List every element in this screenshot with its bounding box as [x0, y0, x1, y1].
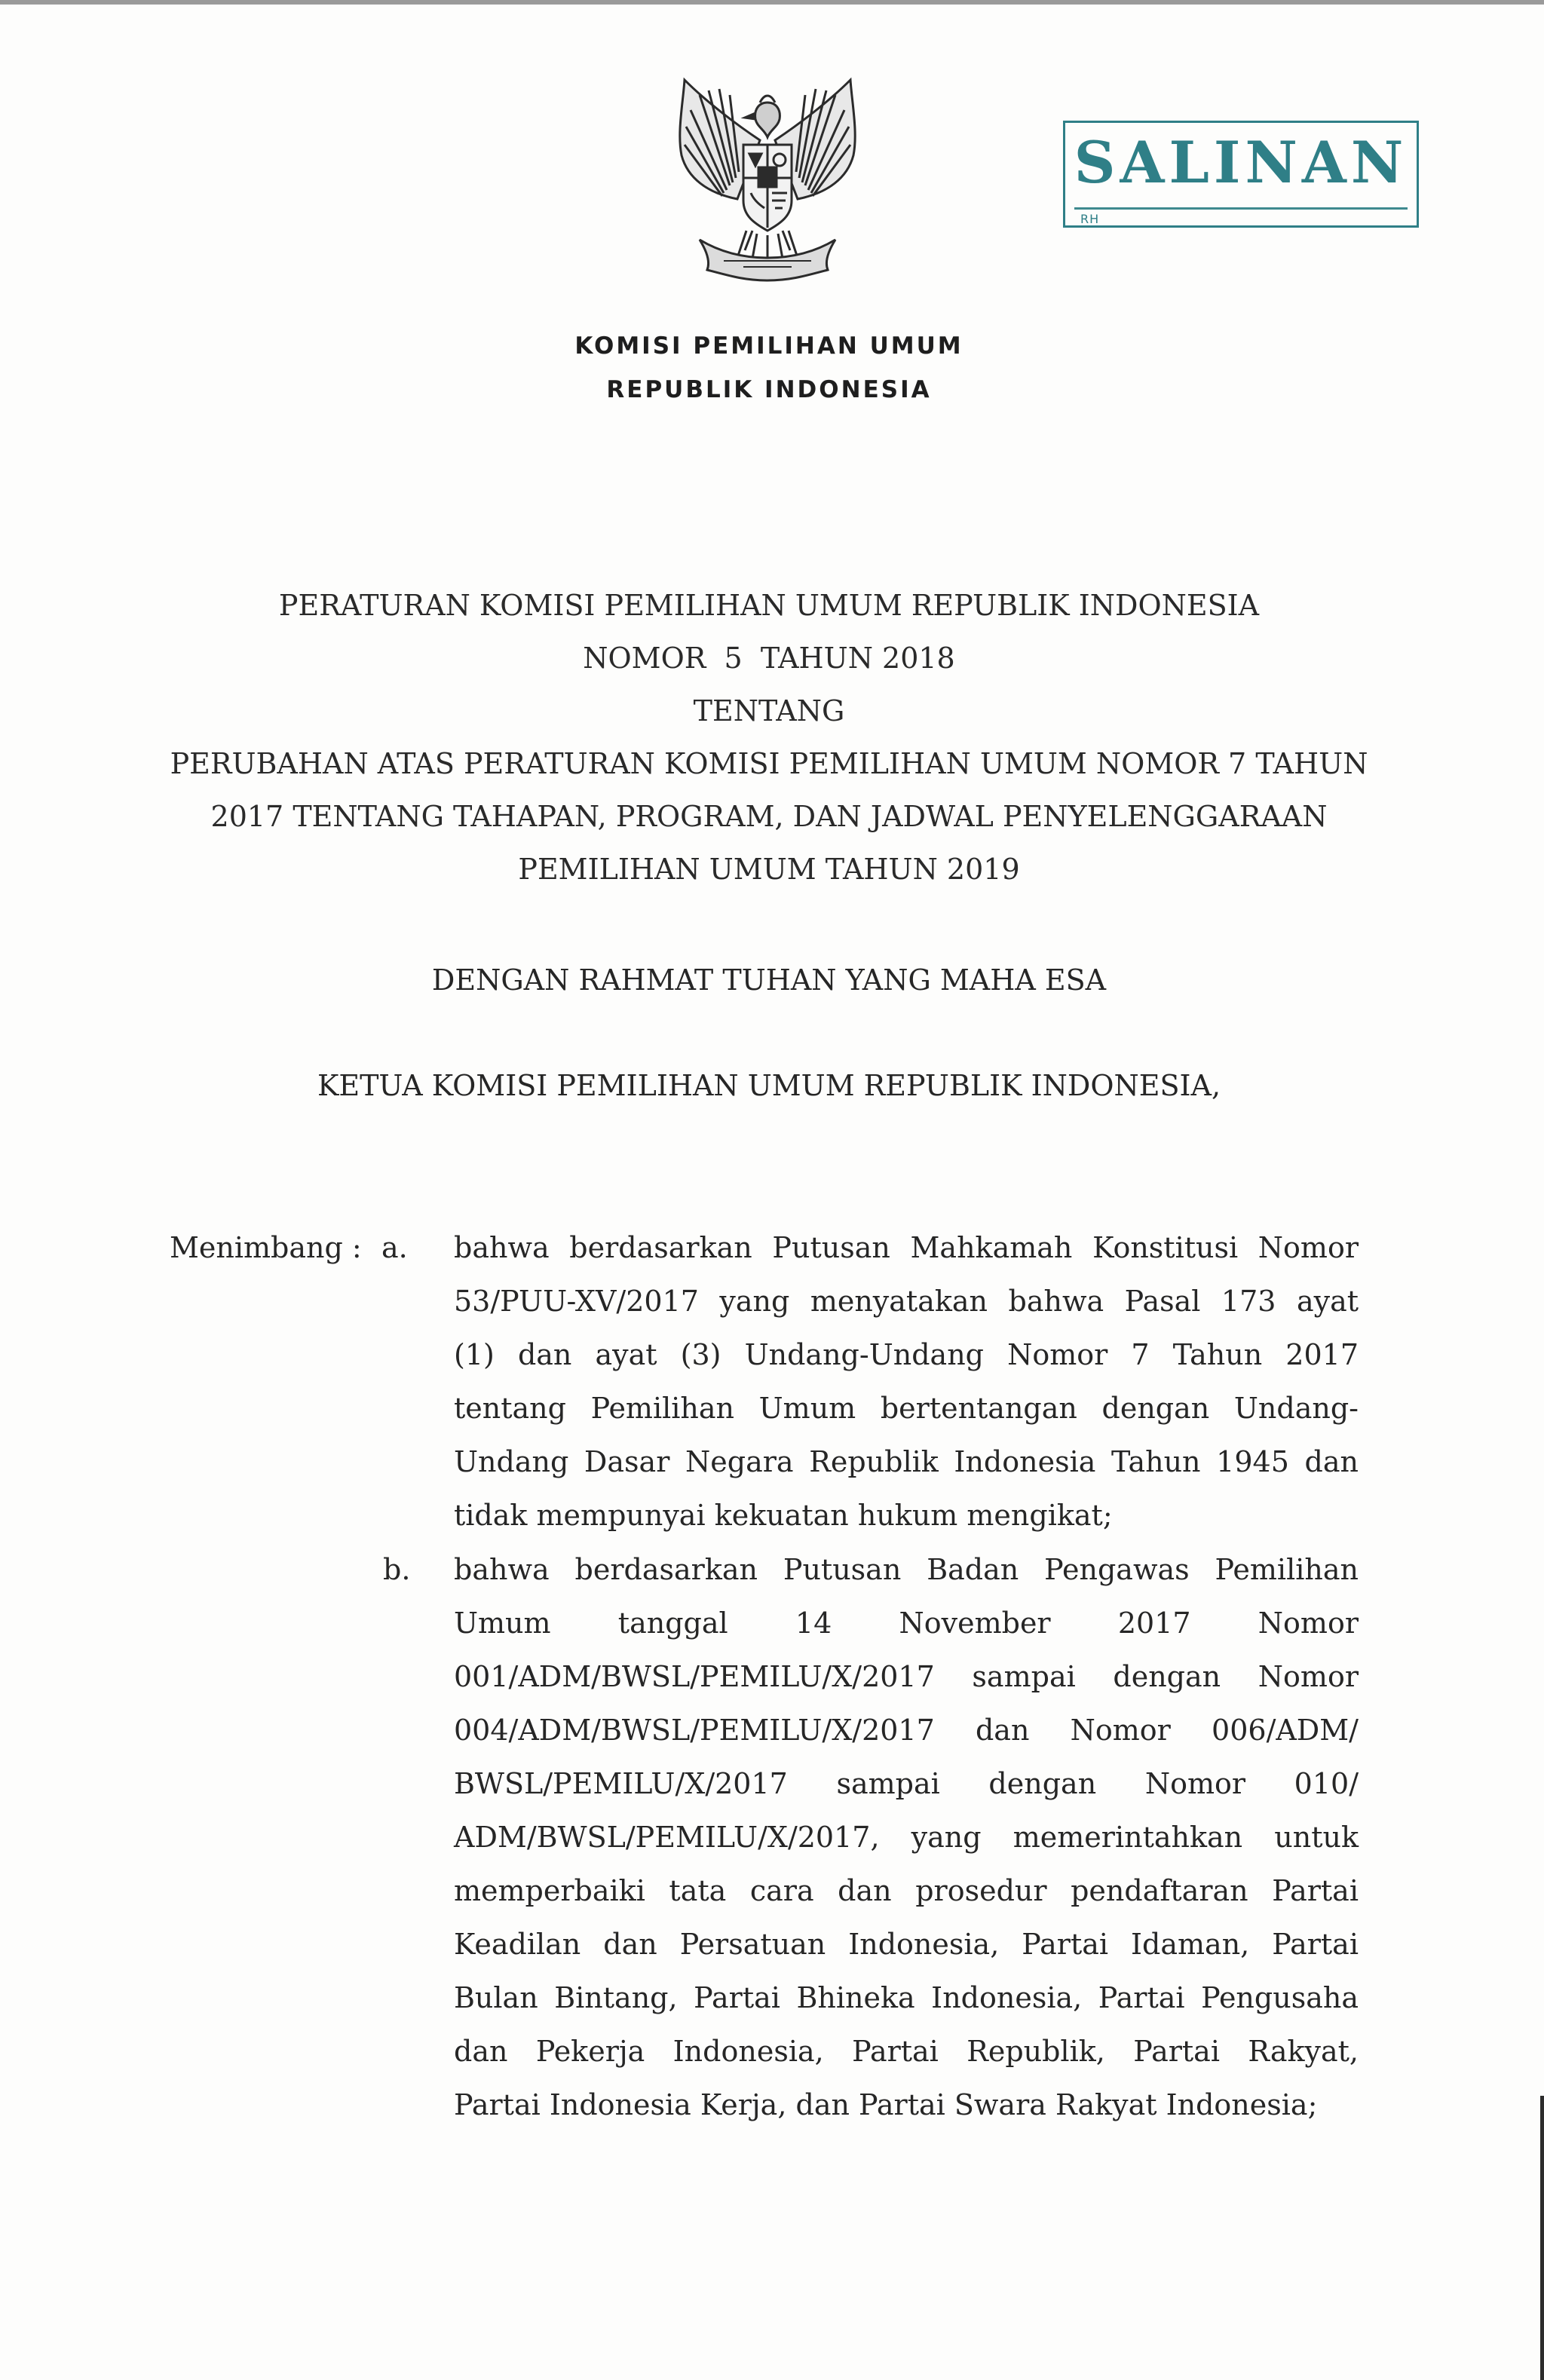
- item-a-line: tidak mempunyai kekuatan hukum mengikat;: [454, 1499, 1113, 1532]
- title-line-5: 2017 TENTANG TAHAPAN, PROGRAM, DAN JADWAL PENYELENGGARAAN: [210, 800, 1328, 833]
- item-a-line: Undang Dasar Negara Republik Indonesia Tahun 1945 dan: [454, 1445, 1359, 1478]
- item-b-line: Keadilan dan Persatuan Indonesia, Partai Idaman, Partai: [454, 1928, 1359, 1961]
- item-b-line: ADM/BWSL/PEMILU/X/2017, yang memerintahkan untuk: [454, 1821, 1359, 1854]
- item-b-line: BWSL/PEMILU/X/2017 sampai dengan Nomor 010/: [454, 1767, 1359, 1800]
- scan-right-edge: [1540, 2096, 1544, 2380]
- considering-item-b: [454, 1543, 1359, 2132]
- regulation-title: [151, 579, 1387, 896]
- item-b-line: 001/ADM/BWSL/PEMILU/X/2017 sampai dengan Nomor: [454, 1660, 1359, 1693]
- considering-label: Menimbang :: [170, 1231, 362, 1264]
- item-b-line: dan Pekerja Indonesia, Partai Republik, Partai Rakyat,: [454, 2035, 1359, 2068]
- issuing-body: [543, 324, 995, 412]
- item-a-line: tentang Pemilihan Umum bertentangan dengan Undang-: [454, 1392, 1359, 1425]
- official-line: KETUA KOMISI PEMILIHAN UMUM REPUBLIK INDONESIA,: [317, 1069, 1221, 1102]
- title-line-1: PERATURAN KOMISI PEMILIHAN UMUM REPUBLIK INDONESIA: [278, 589, 1260, 622]
- garuda-emblem-graphic: [654, 72, 881, 299]
- item-a-line: (1) dan ayat (3) Undang-Undang Nomor 7 Tahun 2017: [454, 1338, 1359, 1371]
- org-line-2: REPUBLIK INDONESIA: [606, 376, 932, 403]
- item-letter-a: a.: [381, 1231, 408, 1264]
- title-line-2: NOMOR 5 TAHUN 2018: [583, 642, 955, 675]
- stamp-word: SALINAN: [1074, 129, 1408, 196]
- stamp-initials: RH: [1080, 212, 1100, 226]
- item-b-line: 004/ADM/BWSL/PEMILU/X/2017 dan Nomor 006/ADM/: [454, 1714, 1359, 1747]
- item-letter-b: b.: [383, 1553, 411, 1586]
- item-b-line: Partai Indonesia Kerja, dan Partai Swara Rakyat Indonesia;: [454, 2088, 1318, 2121]
- item-b-line: bahwa berdasarkan Putusan Badan Pengawas Pemilihan: [454, 1553, 1359, 1586]
- scan-top-edge: [0, 0, 1544, 5]
- item-a-line: 53/PUU-XV/2017 yang menyatakan bahwa Pasal 173 ayat: [454, 1285, 1359, 1318]
- item-b-line: Umum tanggal 14 November 2017 Nomor: [454, 1607, 1359, 1640]
- title-line-3: TENTANG: [693, 694, 845, 727]
- invocation-line: DENGAN RAHMAT TUHAN YANG MAHA ESA: [431, 963, 1107, 997]
- stamp-divider: [1074, 207, 1408, 210]
- title-line-4: PERUBAHAN ATAS PERATURAN KOMISI PEMILIHAN UMUM NOMOR 7 TAHUN: [170, 747, 1368, 780]
- org-line-1: KOMISI PEMILIHAN UMUM: [574, 332, 963, 360]
- title-line-6: PEMILIHAN UMUM TAHUN 2019: [518, 853, 1020, 886]
- item-a-line: bahwa berdasarkan Putusan Mahkamah Konstitusi Nomor: [454, 1231, 1359, 1264]
- considering-item-a: [454, 1221, 1359, 1542]
- item-b-line: Bulan Bintang, Partai Bhineka Indonesia, Partai Pengusaha: [454, 1981, 1359, 2014]
- item-b-line: memperbaiki tata cara dan prosedur pendaftaran Partai: [454, 1874, 1359, 1907]
- garuda-emblem-icon: [654, 72, 881, 299]
- copy-stamp: [1063, 121, 1419, 228]
